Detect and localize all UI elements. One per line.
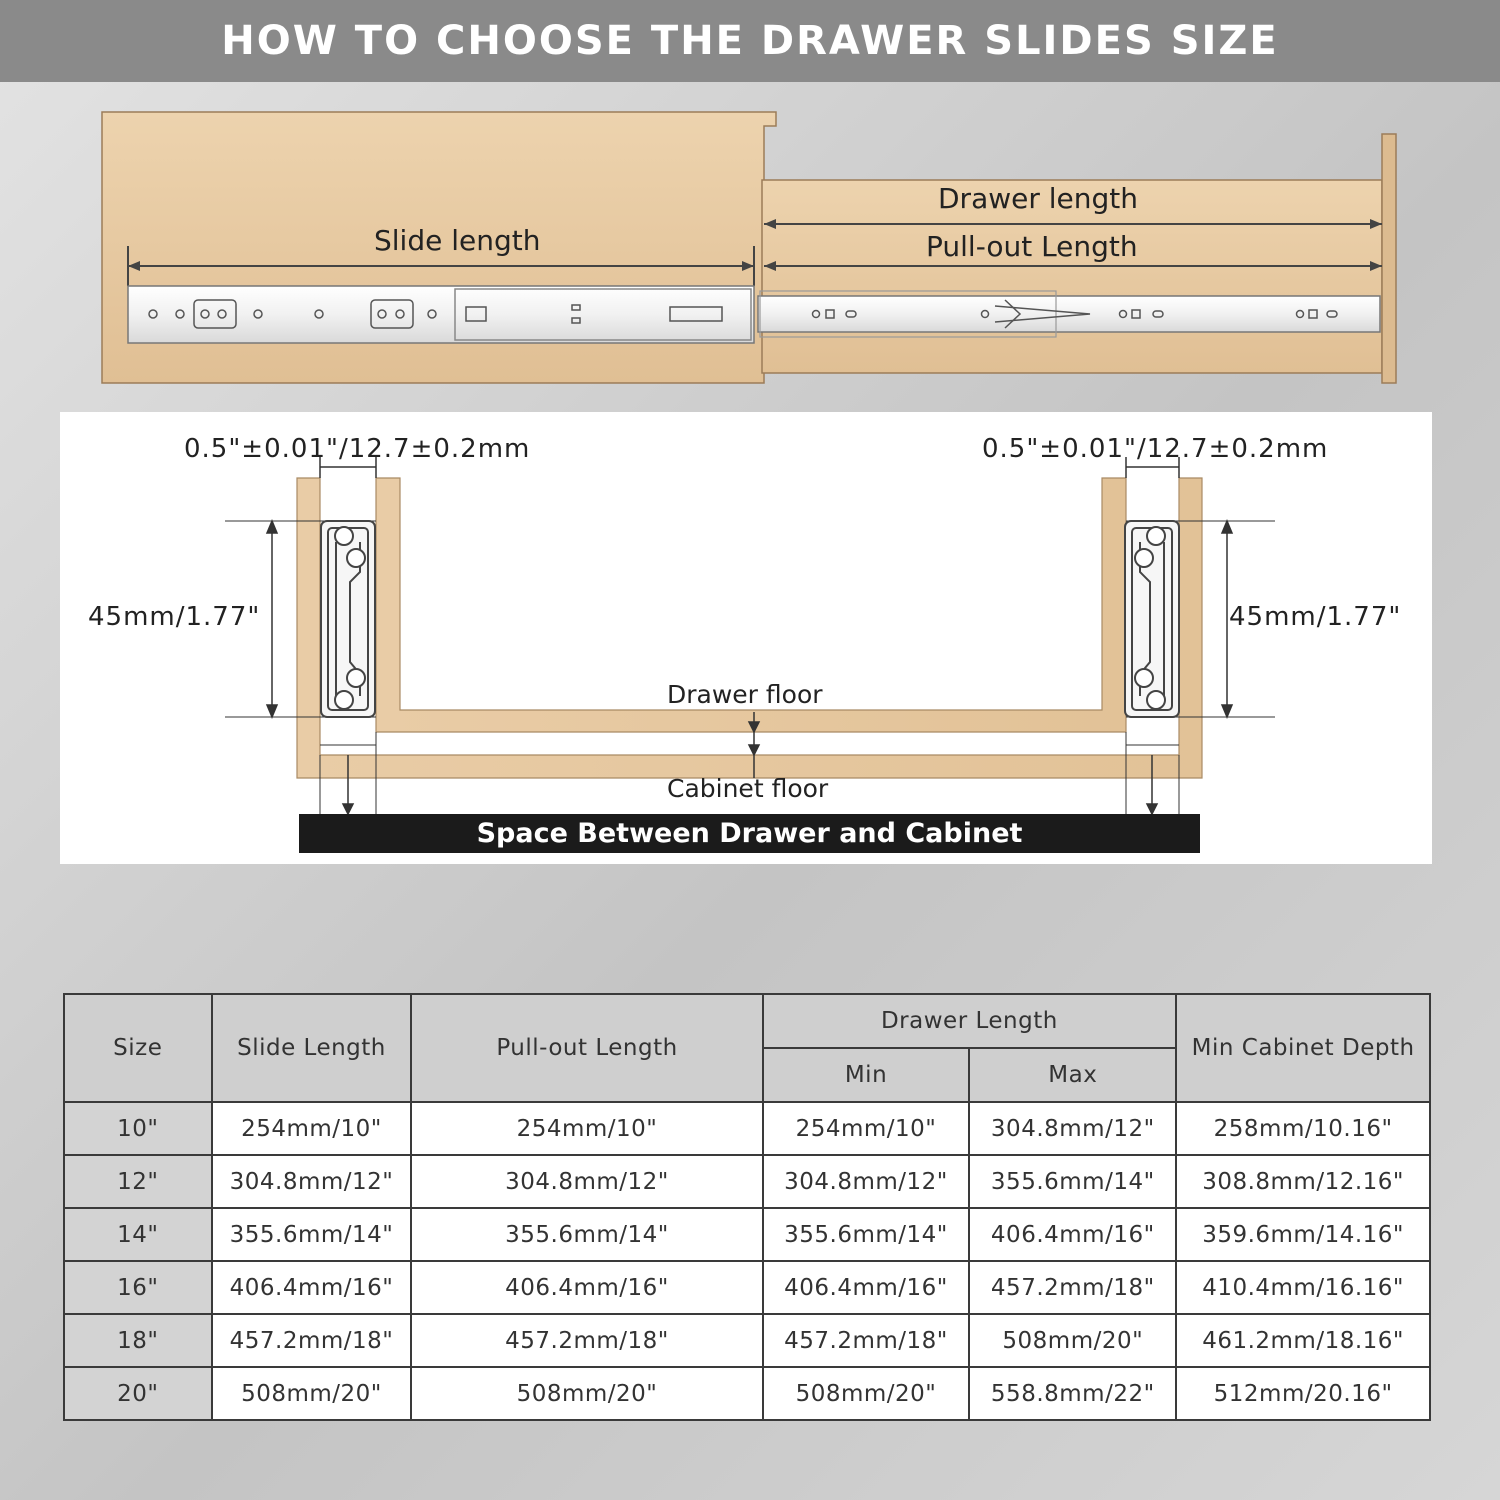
- cell-min-cabinet-depth: 410.4mm/16.16": [1176, 1261, 1430, 1314]
- gap-right-label: 0.5"±0.01"/12.7±0.2mm: [982, 434, 1329, 464]
- header-pullout-length: Pull-out Length: [411, 994, 762, 1102]
- drawer-slide-diagram: [0, 100, 1500, 400]
- drawer-front: [1382, 134, 1396, 383]
- gap-left-label: 0.5"±0.01"/12.7±0.2mm: [184, 434, 531, 464]
- cell-pullout-length: 304.8mm/12": [411, 1155, 762, 1208]
- slide-length-label: Slide length: [374, 224, 541, 257]
- cell-slide-length: 355.6mm/14": [212, 1208, 412, 1261]
- table-row: [64, 1102, 1430, 1155]
- cell-size: 14": [64, 1208, 212, 1261]
- cell-pullout-length: 254mm/10": [411, 1102, 762, 1155]
- size-table: [63, 993, 1431, 1421]
- space-between-bar: Space Between Drawer and Cabinet: [299, 814, 1200, 853]
- cell-slide-length: 508mm/20": [212, 1367, 412, 1420]
- pullout-length-label: Pull-out Length: [926, 230, 1138, 263]
- cell-drawer-min: 355.6mm/14": [763, 1208, 970, 1261]
- cell-min-cabinet-depth: 512mm/20.16": [1176, 1367, 1430, 1420]
- cell-size: 10": [64, 1102, 212, 1155]
- cell-drawer-max: 558.8mm/22": [969, 1367, 1176, 1420]
- cell-pullout-length: 457.2mm/18": [411, 1314, 762, 1367]
- cell-drawer-max: 304.8mm/12": [969, 1102, 1176, 1155]
- header-max: Max: [969, 1048, 1176, 1102]
- cross-section-panel: [60, 412, 1432, 864]
- table-row: [64, 1367, 1430, 1420]
- height-right-label: 45mm/1.77": [1229, 602, 1402, 632]
- header-slide-length: Slide Length: [212, 994, 412, 1102]
- cell-drawer-min: 304.8mm/12": [763, 1155, 970, 1208]
- table-row: [64, 1208, 1430, 1261]
- cabinet-floor-label: Cabinet floor: [667, 774, 829, 803]
- left-slide-profile: [321, 521, 375, 717]
- cell-min-cabinet-depth: 258mm/10.16": [1176, 1102, 1430, 1155]
- cell-min-cabinet-depth: 308.8mm/12.16": [1176, 1155, 1430, 1208]
- table-row: [64, 1314, 1430, 1367]
- drawer-length-label: Drawer length: [938, 182, 1139, 215]
- drawer-slide-illustration: [0, 100, 1500, 400]
- cell-drawer-min: 254mm/10": [763, 1102, 970, 1155]
- header-min-cabinet-depth: Min Cabinet Depth: [1176, 994, 1430, 1102]
- cell-drawer-min: 508mm/20": [763, 1367, 970, 1420]
- drawer-floor-label: Drawer floor: [667, 680, 823, 709]
- cell-size: 12": [64, 1155, 212, 1208]
- cell-size: 16": [64, 1261, 212, 1314]
- slide-inner-member: [758, 296, 1380, 332]
- table-row: [64, 1261, 1430, 1314]
- cell-drawer-max: 355.6mm/14": [969, 1155, 1176, 1208]
- cabinet-section: [297, 478, 1202, 778]
- cell-pullout-length: 406.4mm/16": [411, 1261, 762, 1314]
- cell-slide-length: 406.4mm/16": [212, 1261, 412, 1314]
- cell-slide-length: 304.8mm/12": [212, 1155, 412, 1208]
- cell-pullout-length: 508mm/20": [411, 1367, 762, 1420]
- table-row: [64, 1155, 1430, 1208]
- cell-drawer-max: 406.4mm/16": [969, 1208, 1176, 1261]
- height-left-label: 45mm/1.77": [88, 602, 261, 632]
- header-drawer-length: Drawer Length: [763, 994, 1177, 1048]
- cell-drawer-min: 457.2mm/18": [763, 1314, 970, 1367]
- cell-slide-length: 457.2mm/18": [212, 1314, 412, 1367]
- cell-drawer-max: 508mm/20": [969, 1314, 1176, 1367]
- right-slide-profile: [1125, 521, 1179, 717]
- cell-pullout-length: 355.6mm/14": [411, 1208, 762, 1261]
- header-min: Min: [763, 1048, 970, 1102]
- cell-size: 18": [64, 1314, 212, 1367]
- cell-slide-length: 254mm/10": [212, 1102, 412, 1155]
- slide-outer-member: [128, 286, 754, 343]
- cell-drawer-max: 457.2mm/18": [969, 1261, 1176, 1314]
- cell-min-cabinet-depth: 359.6mm/14.16": [1176, 1208, 1430, 1261]
- cell-drawer-min: 406.4mm/16": [763, 1261, 970, 1314]
- cell-min-cabinet-depth: 461.2mm/18.16": [1176, 1314, 1430, 1367]
- header-size: Size: [64, 994, 212, 1102]
- cell-size: 20": [64, 1367, 212, 1420]
- page-title: HOW TO CHOOSE THE DRAWER SLIDES SIZE: [0, 0, 1500, 82]
